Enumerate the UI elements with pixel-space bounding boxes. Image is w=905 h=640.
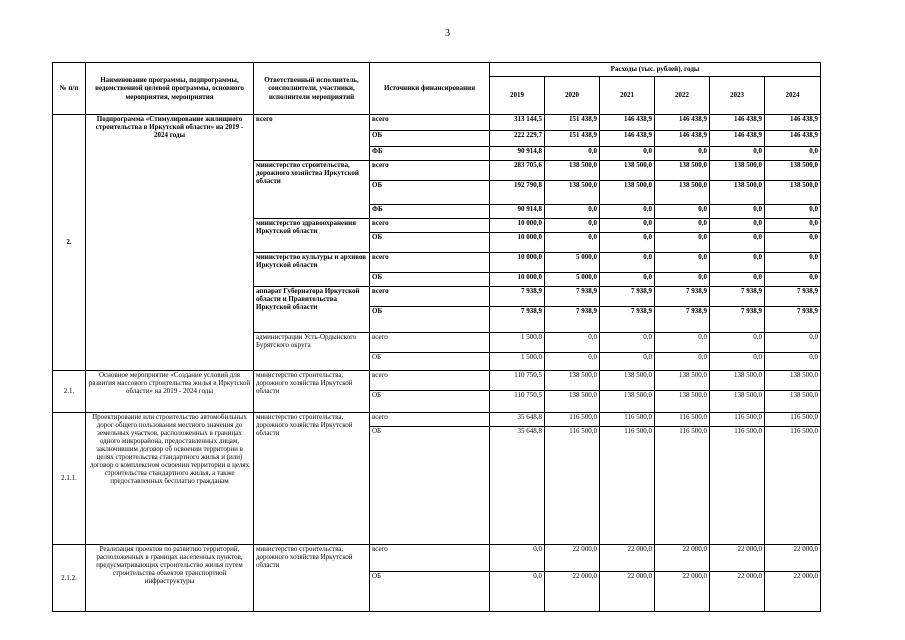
expense-value: 0,0 (765, 205, 821, 219)
expense-value: 0,0 (710, 333, 765, 353)
header-source: Источники финансирования (370, 63, 490, 115)
table-row (53, 413, 821, 427)
expense-value: 0,0 (655, 333, 710, 353)
expense-value: 138 500,0 (600, 181, 655, 205)
executor-name: министерство строительства, дорожного хозяйства Иркутской области (254, 545, 370, 612)
expense-value: 0,0 (710, 233, 765, 253)
expense-value: 0,0 (600, 253, 655, 273)
expense-value: 0,0 (655, 233, 710, 253)
expense-value: 0,0 (710, 147, 765, 161)
expense-value: 138 500,0 (545, 181, 600, 205)
header-expenses: Расходы (тыс. рублей), годы (490, 63, 821, 77)
header-year: 2024 (765, 77, 821, 115)
expense-value: 0,0 (600, 353, 655, 371)
row-number: 2.1. (53, 371, 86, 413)
funding-source: ОБ (370, 131, 490, 147)
expense-value: 0,0 (765, 273, 821, 287)
funding-source: всего (370, 253, 490, 273)
expense-value: 0,0 (655, 253, 710, 273)
expense-value: 35 648,8 (490, 427, 545, 545)
expense-value: 0,0 (710, 219, 765, 233)
executor-name: министерство строительства, дорожного хозяйства Иркутской области (254, 413, 370, 545)
header-year: 2022 (655, 77, 710, 115)
expense-value: 146 438,9 (600, 115, 655, 131)
expense-value: 138 500,0 (545, 371, 600, 391)
expense-value: 192 790,8 (490, 181, 545, 205)
expense-value: 138 500,0 (600, 391, 655, 413)
expense-value: 138 500,0 (710, 391, 765, 413)
expense-value: 138 500,0 (545, 391, 600, 413)
expense-value: 7 938,9 (655, 307, 710, 333)
expense-value: 7 938,9 (545, 287, 600, 307)
expense-value: 22 000,0 (545, 572, 600, 612)
expense-value: 0,0 (600, 233, 655, 253)
expense-value: 7 938,9 (600, 287, 655, 307)
expense-value: 116 500,0 (600, 413, 655, 427)
header-year: 2019 (490, 77, 545, 115)
expense-value: 22 000,0 (600, 545, 655, 572)
expense-value: 10 000,0 (490, 233, 545, 253)
funding-source: ФБ (370, 147, 490, 161)
funding-source: ОБ (370, 353, 490, 371)
expense-value: 90 914,8 (490, 205, 545, 219)
expense-value: 10 000,0 (490, 273, 545, 287)
expense-value: 0,0 (765, 333, 821, 353)
expense-value: 7 938,9 (545, 307, 600, 333)
executor-name: министерство строительства, дорожного хозяйства Иркутской области (254, 161, 370, 219)
header-name: Наименование программы, подпрограммы, ведомственной целевой программы, основного мероприятия, мероприятия (86, 63, 254, 115)
expense-value: 7 938,9 (600, 307, 655, 333)
page-number: 3 (445, 28, 450, 39)
expense-value: 1 500,0 (490, 333, 545, 353)
expense-value: 0,0 (655, 353, 710, 371)
funding-source: всего (370, 413, 490, 427)
expense-value: 151 438,9 (545, 131, 600, 147)
expense-value: 138 500,0 (655, 181, 710, 205)
expense-value: 0,0 (710, 253, 765, 273)
funding-source: ФБ (370, 205, 490, 219)
expense-value: 151 438,9 (545, 115, 600, 131)
expense-value: 146 438,9 (710, 115, 765, 131)
expense-value: 283 705,6 (490, 161, 545, 181)
funding-source: ОБ (370, 572, 490, 612)
expense-value: 0,0 (655, 147, 710, 161)
expense-value: 10 000,0 (490, 253, 545, 273)
expense-value: 313 144,5 (490, 115, 545, 131)
expense-value: 138 500,0 (655, 371, 710, 391)
funding-source: ОБ (370, 427, 490, 545)
expense-value: 116 500,0 (710, 413, 765, 427)
header-year: 2021 (600, 77, 655, 115)
funding-source: всего (370, 371, 490, 391)
expense-value: 35 648,8 (490, 413, 545, 427)
expense-value: 0,0 (655, 219, 710, 233)
expense-value: 138 500,0 (545, 161, 600, 181)
expense-value: 7 938,9 (710, 307, 765, 333)
expense-value: 138 500,0 (655, 161, 710, 181)
program-name: Проектирование или строительство автомобильных дорог общего пользования местного значения до земельных участков, расположенных в границах одного микрорайона, предоставленных лицам, заключившим договор об освоении территории в целях строительства стандартного жилья и (или) договор о комплексном освоении территории в целях строительства стандартного жилья, а также предоставленных бесплатно гражданам (86, 413, 254, 545)
expense-value: 22 000,0 (655, 545, 710, 572)
executor-name: всего (254, 115, 370, 161)
expense-value: 138 500,0 (600, 371, 655, 391)
expense-value: 0,0 (600, 219, 655, 233)
expense-value: 116 500,0 (655, 413, 710, 427)
expense-value: 0,0 (765, 147, 821, 161)
expense-value: 110 750,5 (490, 371, 545, 391)
expense-value: 0,0 (545, 147, 600, 161)
expense-value: 10 000,0 (490, 219, 545, 233)
expense-value: 138 500,0 (710, 181, 765, 205)
expense-value: 0,0 (710, 205, 765, 219)
funding-source: всего (370, 219, 490, 233)
executor-name: аппарат Губернатора Иркутской области и Правительства Иркутской области (254, 287, 370, 333)
expense-value: 116 500,0 (710, 427, 765, 545)
expense-value: 0,0 (710, 273, 765, 287)
expense-value: 0,0 (545, 333, 600, 353)
expense-value: 146 438,9 (655, 131, 710, 147)
expense-value: 0,0 (655, 273, 710, 287)
expense-value: 138 500,0 (765, 161, 821, 181)
expense-value: 22 000,0 (765, 572, 821, 612)
funding-source: ОБ (370, 307, 490, 333)
executor-name: администрации Усть-Ордынского Бурятского округа (254, 333, 370, 371)
expense-value: 0,0 (545, 353, 600, 371)
header-num: № п/п (53, 63, 86, 115)
expense-value: 116 500,0 (765, 413, 821, 427)
row-number: 2.1.1. (53, 413, 86, 545)
table-row (53, 371, 821, 391)
expense-value: 222 229,7 (490, 131, 545, 147)
expense-value: 0,0 (490, 572, 545, 612)
expenses-table (52, 62, 821, 612)
row-number: 2.1.2. (53, 545, 86, 612)
funding-source: ОБ (370, 233, 490, 253)
expense-value: 7 938,9 (490, 287, 545, 307)
funding-source: всего (370, 545, 490, 572)
expense-value: 116 500,0 (545, 413, 600, 427)
funding-source: всего (370, 161, 490, 181)
expense-value: 5 000,0 (545, 253, 600, 273)
funding-source: всего (370, 115, 490, 131)
expense-value: 7 938,9 (490, 307, 545, 333)
expense-value: 22 000,0 (545, 545, 600, 572)
program-name: Реализация проектов по развитию территорий, расположенных в границах населенных пунктов, предусматривающих строительство жилья путем строительства объектов транспортной инфраструктуры (86, 545, 254, 612)
header-executor: Ответственный исполнитель, соисполнители, участники, исполнители мероприятий (254, 63, 370, 115)
expense-value: 0,0 (545, 233, 600, 253)
expense-value: 7 938,9 (765, 287, 821, 307)
expense-value: 0,0 (545, 219, 600, 233)
expense-value: 116 500,0 (765, 427, 821, 545)
expense-value: 0,0 (710, 353, 765, 371)
expense-value: 146 438,9 (655, 115, 710, 131)
expense-value: 0,0 (655, 205, 710, 219)
expense-value: 138 500,0 (765, 371, 821, 391)
expense-value: 146 438,9 (765, 131, 821, 147)
expense-value: 22 000,0 (710, 572, 765, 612)
expense-value: 0,0 (765, 233, 821, 253)
expense-value: 22 000,0 (655, 572, 710, 612)
funding-source: всего (370, 287, 490, 307)
funding-source: всего (370, 333, 490, 353)
expense-value: 0,0 (765, 253, 821, 273)
expense-value: 0,0 (600, 333, 655, 353)
expense-value: 22 000,0 (710, 545, 765, 572)
expense-value: 0,0 (765, 353, 821, 371)
expense-value: 138 500,0 (765, 181, 821, 205)
funding-source: ОБ (370, 273, 490, 287)
funding-source: ОБ (370, 391, 490, 413)
expense-value: 116 500,0 (655, 427, 710, 545)
executor-name: министерство культуры и архивов Иркутской области (254, 253, 370, 287)
executor-name: министерство строительства, дорожного хозяйства Иркутской области (254, 371, 370, 413)
expense-value: 22 000,0 (765, 545, 821, 572)
expense-value: 138 500,0 (655, 391, 710, 413)
expense-value: 7 938,9 (710, 287, 765, 307)
expense-value: 1 500,0 (490, 353, 545, 371)
table-body (53, 115, 821, 612)
expense-value: 0,0 (490, 545, 545, 572)
expense-value: 90 914,8 (490, 147, 545, 161)
expense-value: 146 438,9 (765, 115, 821, 131)
expense-value: 22 000,0 (600, 572, 655, 612)
expense-value: 0,0 (765, 219, 821, 233)
header-year: 2020 (545, 77, 600, 115)
expense-value: 7 938,9 (655, 287, 710, 307)
expense-value: 110 750,5 (490, 391, 545, 413)
expense-value: 7 938,9 (765, 307, 821, 333)
expense-value: 138 500,0 (765, 391, 821, 413)
expense-value: 116 500,0 (600, 427, 655, 545)
expense-value: 138 500,0 (710, 371, 765, 391)
expense-value: 138 500,0 (710, 161, 765, 181)
expense-value: 5 000,0 (545, 273, 600, 287)
expense-value: 0,0 (600, 205, 655, 219)
expense-value: 146 438,9 (600, 131, 655, 147)
expense-value: 146 438,9 (710, 131, 765, 147)
table-row (53, 545, 821, 572)
row-number: 2. (53, 115, 86, 371)
table-row (53, 115, 821, 131)
expense-value: 0,0 (545, 205, 600, 219)
expense-value: 0,0 (600, 273, 655, 287)
expense-value: 0,0 (600, 147, 655, 161)
program-name: Основное мероприятие «Создание условий для развития массового строительства жилья в Иркутской области» на 2019 - 2024 годы (86, 371, 254, 413)
funding-source: ОБ (370, 181, 490, 205)
header-year: 2023 (710, 77, 765, 115)
executor-name: министерство здравоохранения Иркутской области (254, 219, 370, 253)
expense-value: 138 500,0 (600, 161, 655, 181)
expense-value: 116 500,0 (545, 427, 600, 545)
program-name: Подпрограмма «Стимулирование жилищного строительства в Иркутской области» на 2019 - 2024 годы (86, 115, 254, 371)
